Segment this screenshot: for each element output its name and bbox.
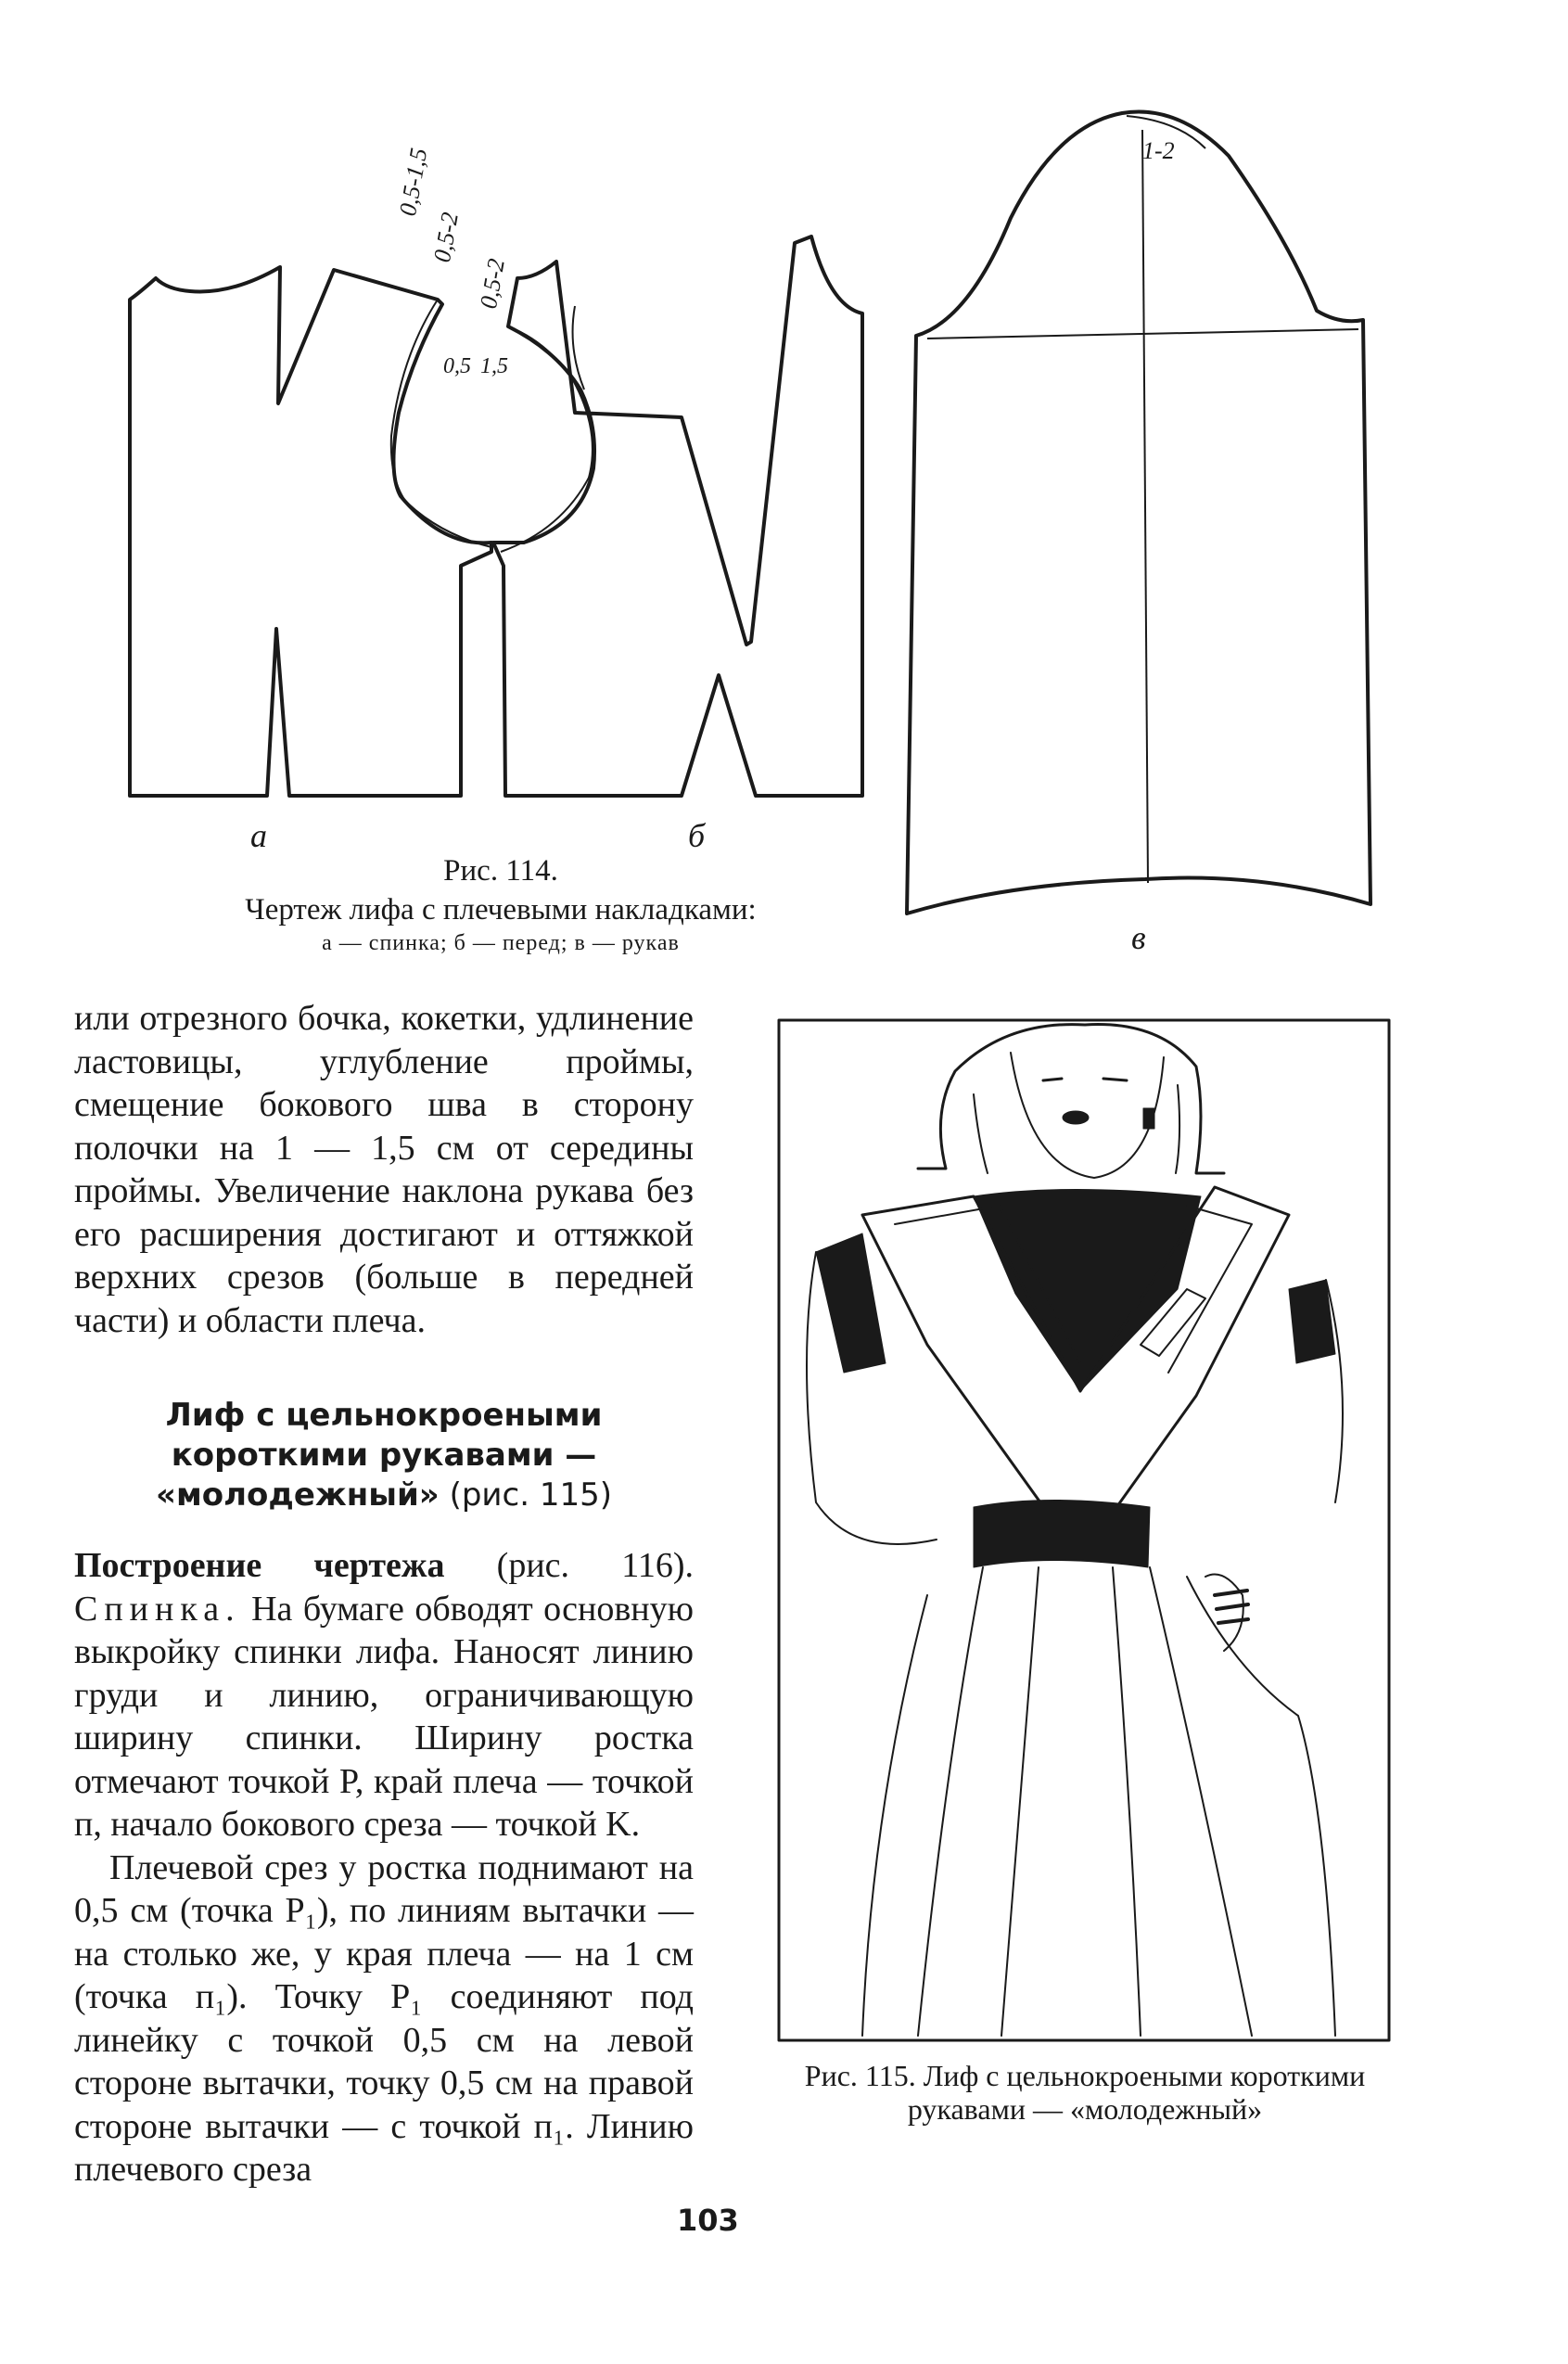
dimension-label: 0,5 [443, 354, 471, 378]
construction-text-body: На бумаге обводят основную выкройку спинки лифа. Наносят линию груди и линию, ограничивающую ширину спинки. Ширину ростка отмечают точкой P, край плеча — точкой п, начало бокового среза — точкой K. [74, 1589, 694, 1844]
paragraph-shoulder: Плечевой срез у ростка поднимают на 0,5 см (точка P₁), по линиям вытачки — на столько же, у края плеча — на 1 см (точка п₁). Точку P₁ соединяют под линейку с точкой 0,5 см на левой стороне вытачки, точку 0,5 см на правой стороне вытачки — с точкой п₁. Линию плечевого среза [74, 1847, 694, 2189]
construction-text [74, 1544, 694, 2191]
paragraph-construction [74, 1544, 694, 1846]
back-pattern-piece [130, 267, 491, 796]
section-heading-ref: (рис. 115) [439, 1476, 612, 1514]
dimension-label: 1-2 [1142, 137, 1175, 164]
label-b: б [688, 817, 706, 854]
label-a: а [250, 817, 267, 854]
sleeve-pattern-piece [907, 111, 1370, 914]
dimension-label: 0,5-2 [475, 256, 510, 312]
fashion-illustration [779, 1020, 1389, 2040]
figure-114-caption [167, 851, 835, 957]
page-number: 103 [677, 2203, 739, 2238]
figure-115-caption: Рис. 115. Лиф с цельнокроеными короткими рукавами — «молодежный» [804, 2059, 1366, 2126]
term-spinka: Спинка. [74, 1589, 241, 1629]
paragraph-text: или отрезного бочка, кокетки, удлинение ластовицы, углубление проймы, смещение бокового шва в сторону полочки на 1 — 1,5 см от середины проймы. Увеличение наклона рукава без его расширения достигают и оттяжкой верхних срезов (больше в передней части) и области плеча. [74, 999, 694, 1340]
construction-heading: Построение чертежа [74, 1546, 445, 1585]
section-heading-title: Лиф с цельнокроеными короткими рукавами — «молодежный» [156, 1397, 603, 1514]
figure-114-text: Чертеж лифа с плечевыми накладками: [245, 893, 757, 926]
label-v: в [1131, 919, 1146, 956]
construction-ref: (рис. 116). [444, 1546, 694, 1585]
paragraph-continuation [74, 997, 694, 1342]
section-heading [74, 1396, 694, 1515]
figure-114-legend: а — спинка; б — перед; в — рукав [322, 931, 680, 955]
figure-114-title: Рис. 114. [443, 854, 558, 888]
dimension-label: 0,5-1,5 [394, 146, 433, 219]
front-pattern-piece [493, 236, 862, 796]
dimension-label: 1,5 [480, 354, 508, 378]
dimension-label: 0,5-2 [428, 210, 464, 265]
